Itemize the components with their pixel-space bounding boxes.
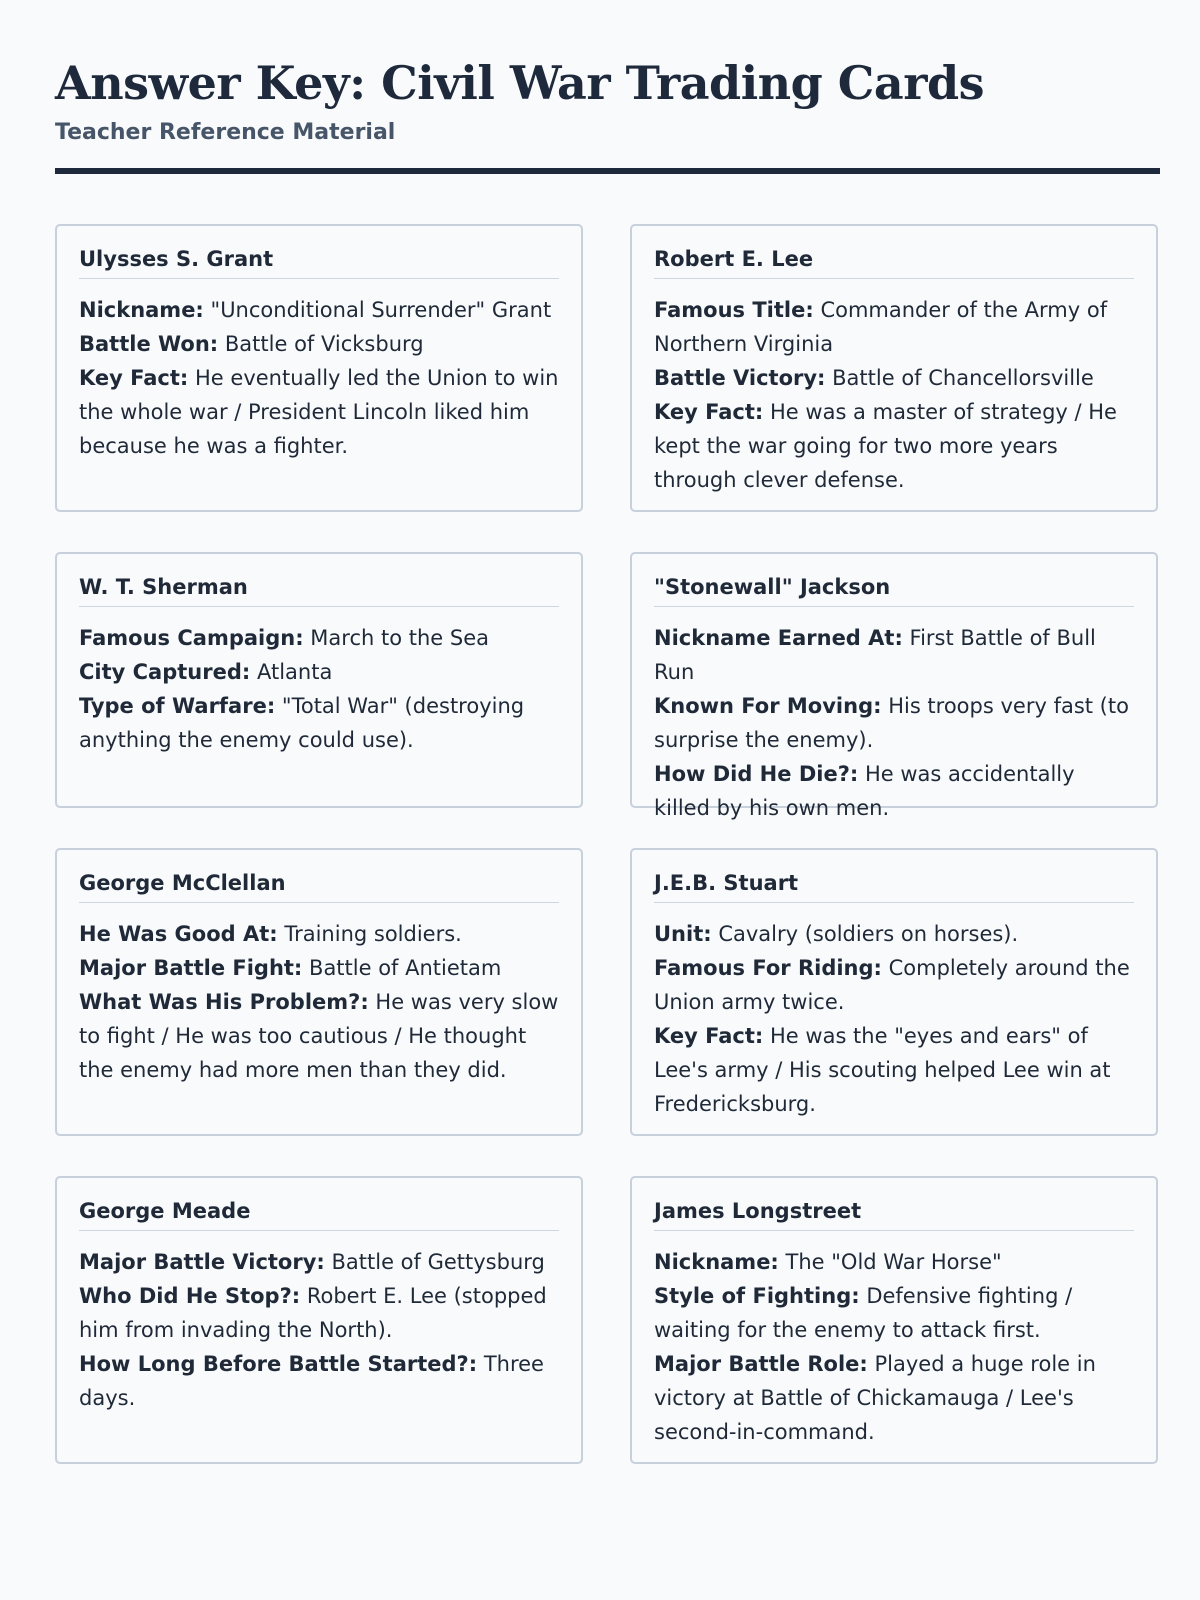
card-meade <box>55 1176 583 1464</box>
fact-value: Defensive fighting / waiting for the enemy to attack first. <box>654 1284 1073 1342</box>
card-name: "Stonewall" Jackson <box>654 574 1134 607</box>
card-fact <box>79 327 559 361</box>
fact-label: Style of Fighting: <box>654 1284 860 1308</box>
page-subtitle: Teacher Reference Material <box>55 120 396 145</box>
fact-label: Unit: <box>654 922 712 946</box>
page-title: Answer Key: Civil War Trading Cards <box>55 56 985 110</box>
fact-value: Training soldiers. <box>284 922 462 946</box>
card-longstreet <box>630 1176 1158 1464</box>
card-fact <box>654 1347 1134 1449</box>
fact-label: Famous Title: <box>654 298 814 322</box>
fact-label: City Captured: <box>79 660 251 684</box>
fact-value: Robert E. Lee (stopped him from invading the North). <box>79 1284 547 1342</box>
card-body <box>79 621 559 757</box>
card-fact <box>654 689 1134 757</box>
card-fact <box>654 1019 1134 1121</box>
card-name: W. T. Sherman <box>79 574 559 607</box>
card-fact <box>79 1279 559 1347</box>
fact-value: He was a master of strategy / He kept the war going for two more years through clever defense. <box>654 400 1117 492</box>
fact-label: Major Battle Role: <box>654 1352 868 1376</box>
card-fact <box>654 621 1134 689</box>
fact-value: Cavalry (soldiers on horses). <box>718 922 1019 946</box>
card-lee <box>630 224 1158 512</box>
card-fact <box>79 917 559 951</box>
card-fact <box>654 1245 1134 1279</box>
card-mcclellan <box>55 848 583 1136</box>
fact-value: Commander of the Army of Northern Virginia <box>654 298 1108 356</box>
card-fact <box>654 293 1134 361</box>
fact-value: Battle of Vicksburg <box>224 332 424 356</box>
card-body <box>79 1245 559 1415</box>
fact-value: First Battle of Bull Run <box>654 626 1096 684</box>
fact-value: Three days. <box>79 1352 544 1410</box>
fact-value: The "Old War Horse" <box>785 1250 1002 1274</box>
fact-label: Famous For Riding: <box>654 956 882 980</box>
card-fact <box>654 361 1134 395</box>
card-body <box>79 293 559 463</box>
card-body <box>654 621 1134 825</box>
card-fact <box>654 1279 1134 1347</box>
fact-label: Key Fact: <box>654 1024 764 1048</box>
fact-value: Played a huge role in victory at Battle of Chickamauga / Lee's second-in-command. <box>654 1352 1096 1444</box>
card-body <box>654 1245 1134 1449</box>
fact-value: He eventually led the Union to win the whole war / President Lincoln liked him because he was a fighter. <box>79 366 559 458</box>
fact-label: He Was Good At: <box>79 922 278 946</box>
card-jackson <box>630 552 1158 820</box>
fact-label: Major Battle Victory: <box>79 1250 325 1274</box>
fact-label: Known For Moving: <box>654 694 882 718</box>
card-fact <box>79 1347 559 1415</box>
fact-value: His troops very fast (to surprise the enemy). <box>654 694 1129 752</box>
fact-label: Who Did He Stop?: <box>79 1284 301 1308</box>
fact-label: Type of Warfare: <box>79 694 276 718</box>
card-fact <box>79 985 559 1087</box>
fact-label: What Was His Problem?: <box>79 990 369 1014</box>
card-fact <box>654 917 1134 951</box>
card-sherman <box>55 552 583 808</box>
fact-value: Battle of Chancellorsville <box>832 366 1094 390</box>
card-name: Ulysses S. Grant <box>79 246 559 279</box>
card-name: George McClellan <box>79 870 559 903</box>
fact-value: March to the Sea <box>310 626 490 650</box>
fact-value: Completely around the Union army twice. <box>654 956 1130 1014</box>
header-divider <box>55 168 1160 174</box>
fact-value: "Unconditional Surrender" Grant <box>210 298 552 322</box>
card-body <box>79 917 559 1087</box>
card-fact <box>79 1245 559 1279</box>
card-name: James Longstreet <box>654 1198 1134 1231</box>
card-body <box>654 917 1134 1121</box>
fact-label: Famous Campaign: <box>79 626 304 650</box>
card-name: Robert E. Lee <box>654 246 1134 279</box>
card-fact <box>654 757 1134 825</box>
fact-value: Battle of Antietam <box>309 956 502 980</box>
fact-label: Key Fact: <box>79 366 189 390</box>
fact-label: How Long Before Battle Started?: <box>79 1352 478 1376</box>
card-fact <box>654 951 1134 1019</box>
card-fact <box>79 655 559 689</box>
card-fact <box>79 293 559 327</box>
card-stuart <box>630 848 1158 1136</box>
fact-value: Atlanta <box>256 660 333 684</box>
fact-label: Battle Won: <box>79 332 219 356</box>
card-fact <box>79 621 559 655</box>
card-fact <box>654 395 1134 497</box>
card-name: J.E.B. Stuart <box>654 870 1134 903</box>
card-fact <box>79 689 559 757</box>
fact-label: How Did He Die?: <box>654 762 859 786</box>
fact-label: Major Battle Fight: <box>79 956 303 980</box>
fact-value: Battle of Gettysburg <box>331 1250 545 1274</box>
card-body <box>654 293 1134 497</box>
fact-label: Nickname: <box>79 298 204 322</box>
fact-label: Nickname Earned At: <box>654 626 903 650</box>
fact-label: Key Fact: <box>654 400 764 424</box>
card-name: George Meade <box>79 1198 559 1231</box>
fact-value: "Total War" (destroying anything the enemy could use). <box>79 694 525 752</box>
fact-value: He was very slow to fight / He was too cautious / He thought the enemy had more men than they did. <box>79 990 559 1082</box>
card-grant <box>55 224 583 512</box>
fact-value: He was the "eyes and ears" of Lee's army / His scouting helped Lee win at Fredericksburg. <box>654 1024 1111 1116</box>
card-fact <box>79 361 559 463</box>
fact-value: He was accidentally killed by his own men. <box>654 762 1075 820</box>
fact-label: Nickname: <box>654 1250 779 1274</box>
card-fact <box>79 951 559 985</box>
fact-label: Battle Victory: <box>654 366 826 390</box>
